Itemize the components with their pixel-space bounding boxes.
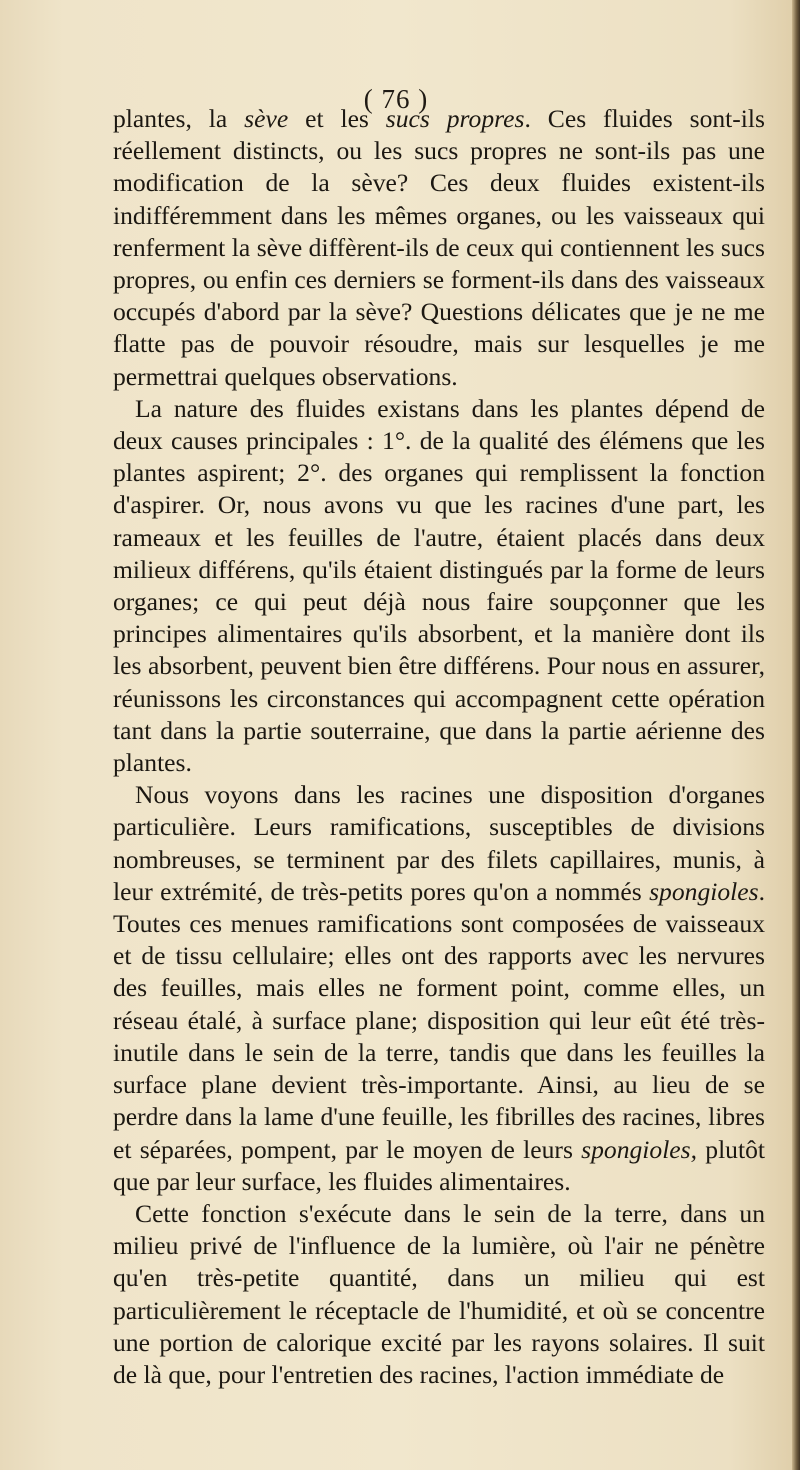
page-number: ( 76 ): [363, 84, 429, 114]
italic-text: sève: [244, 104, 289, 133]
page-edge: [792, 0, 800, 1470]
italic-text: spongioles,: [581, 1134, 698, 1164]
text-run: et les: [288, 104, 386, 133]
paragraph: [113, 393, 765, 779]
body-text: [113, 103, 765, 1391]
text-run: plantes, la: [113, 104, 245, 133]
text-run: Nous voyons dans les racines une disposition d'organes particulière. Leurs ramifications, susceptibles de divisions nombreuses, se terminent par des filets capillaires, munis, à leur extrémité, de très-petits pores qu'on a nommés: [113, 780, 765, 906]
paragraph: [113, 779, 765, 1198]
text-run: . Toutes ces menues ramifications sont composées de vaisseaux et de tissu cellulaire; elles ont des rapports avec les nervures des feuilles, mais elles ne forment point, comme elles, un réseau étalé, à surface plane; disposition qui leur eût été très-inutile dans le sein de la terre, tandis que dans les feuilles la surface plane devient très-importante. Ainsi, au lieu de se perdre dans la lame d'une feuille, les fibrilles des racines, libres et séparées, pompent, par le moyen de leurs: [113, 876, 765, 1164]
italic-text: sucs propres: [385, 104, 525, 133]
paragraph: [113, 1198, 765, 1391]
text-run: Cette fonction s'exécute dans le sein de la terre, dans un milieu privé de l'influence de la lumière, où l'air ne pénètre qu'en très-petite quantité, dans un milieu qui est particulièrement le réceptacle de l'humidité, et où se concentre une portion de calorique excité par les rayons solaires. Il suit de là que, pour l'entretien des racines, l'action immédiate de: [113, 1198, 765, 1389]
text-run: . Ces fluides sont-ils réellement distincts, ou les sucs propres ne sont-ils pas une modification de la sève? Ces deux fluides existent-ils indifféremment dans les mêmes organes, ou les vaisseaux qui renferment la sève diffèrent-ils de ceux qui contiennent les sucs propres, ou enfin ces derniers se forment-ils dans des vaisseaux occupés d'abord par la sève? Questions délicates que je ne me flatte pas de pouvoir résoudre, mais sur lesquelles je me permettrai quelques observations.: [113, 104, 765, 391]
paragraph: [113, 103, 765, 393]
italic-text: spongioles: [649, 876, 759, 906]
text-run: La nature des fluides existans dans les plantes dépend de deux causes principales : 1°. de la qualité des élémens que les plantes aspirent; 2°. des organes qui remplissent la fonction d'aspirer. Or, nous avons vu que les racines d'une part, les rameaux et les feuilles de l'autre, étaient placés dans deux milieux différens, qu'ils étaient distingués par la forme de leurs organes; ce qui peut déjà nous faire soupçonner que les principes alimentaires qu'ils absorbent, et la manière dont ils les absorbent, peuvent bien être différens. Pour nous en assurer, réunissons les circonstances qui accompagnent cette opération tant dans la partie souterraine, que dans la partie aérienne des plantes.: [113, 393, 765, 778]
text-run: plutôt que par leur surface, les fluides alimentaires.: [113, 1134, 765, 1196]
